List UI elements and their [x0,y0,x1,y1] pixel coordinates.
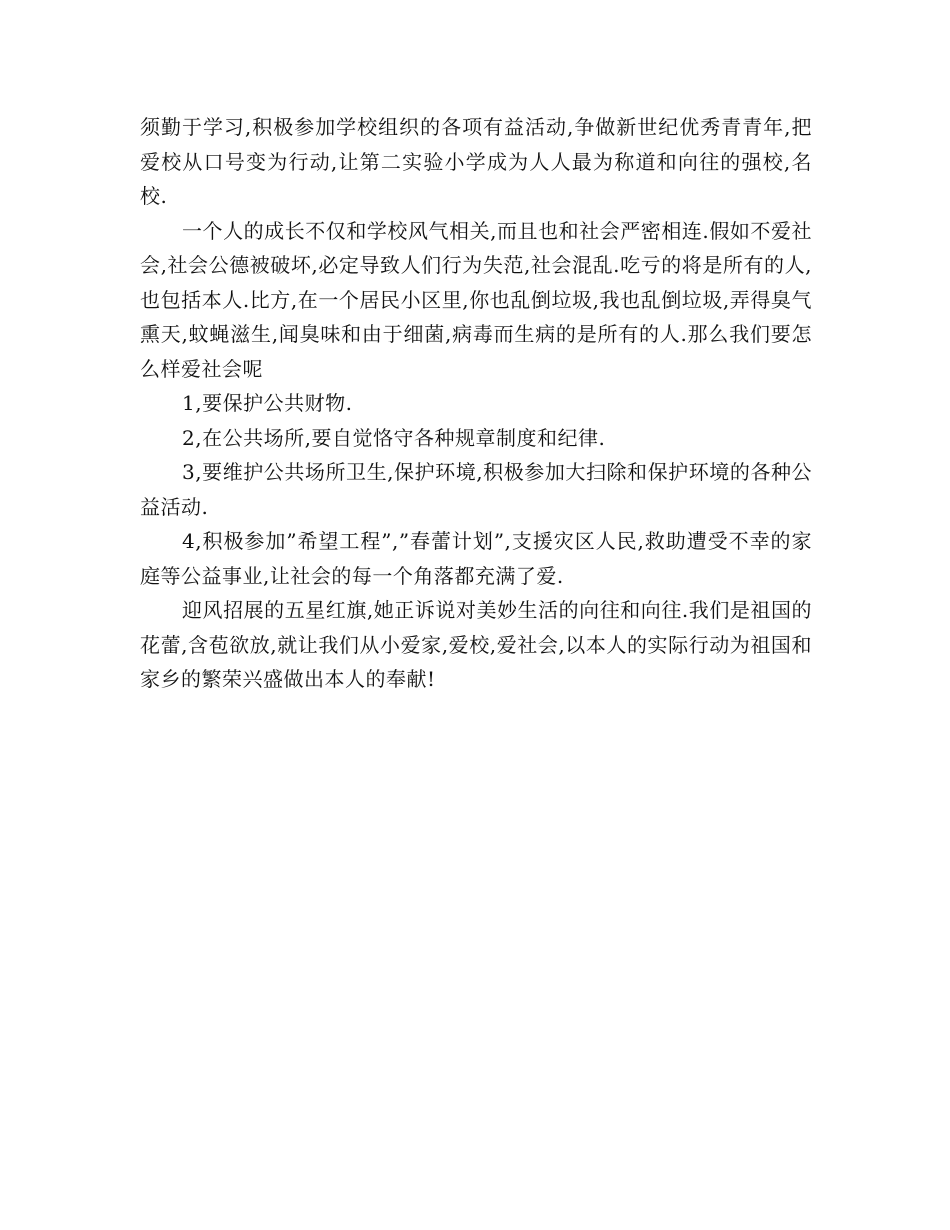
list-item-public-hygiene: 3,要维护公共场所卫生,保护环境,积极参加大扫除和保护环境的各种公益活动. [140,460,812,519]
list-item-protect-property: 1,要保护公共财物. [182,391,353,415]
list-item-public-welfare: 4,积极参加”希望工程”,”春蕾计划”,支援灾区人民,救助遭受不幸的家庭等公益事业,让社会的每一个角落都充满了爱. [140,529,812,588]
list-item-obey-rules: 2,在公共场所,要自觉恪守各种规章制度和纪律. [182,425,606,450]
paragraph-conclusion: 迎风招展的五星红旗,她正诉说对美妙生活的向往和向往.我们是祖国的花蕾,含苞欲放,就让我们从小爱家,爱校,爱社会,以本人的实际行动为祖国和家乡的繁荣兴盛做出本人的奉献! [140,598,812,691]
paragraph-school-activities: 须勤于学习,积极参加学校组织的各项有益活动,争做新世纪优秀青青年,把爱校从口号变为行动,让第二实验小学成为人人最为称道和向往的强校,名校. [140,115,812,208]
paragraph-love-society: 一个人的成长不仅和学校风气相关,而且也和社会严密相连.假如不爱社会,社会公德被破坏,必定导致人们行为失范,社会混乱.吃亏的将是所有的人,也包括本人.比方,在一个居民小区里,你也乱倒垃圾,我也乱倒垃圾,弄得臭气熏天,蚊蝇滋生,闻臭味和由于细菌,病毒而生病的是所有的人.那么我们要怎么样爱社会呢 [140,218,812,381]
document-body [140,110,812,697]
